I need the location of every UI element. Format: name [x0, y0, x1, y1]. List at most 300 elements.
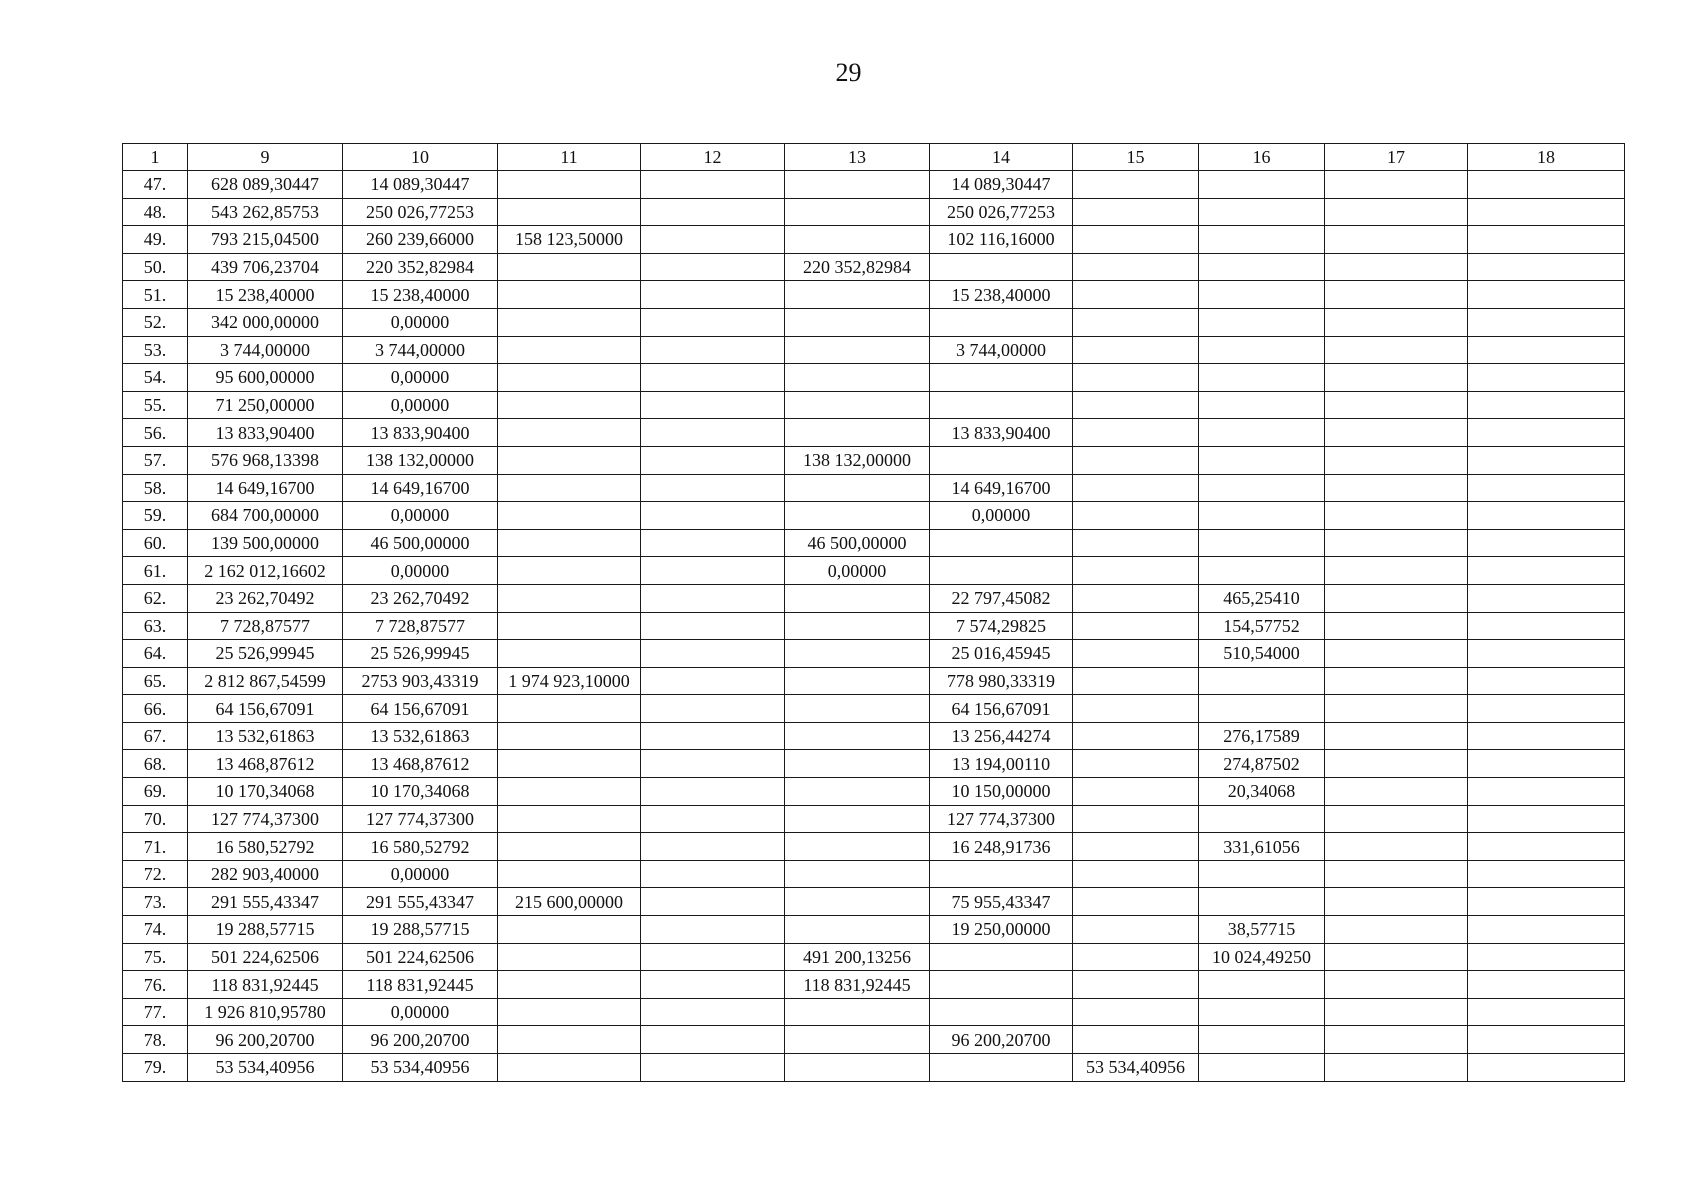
- row-number-cell: 74.: [123, 916, 188, 944]
- table-cell: 465,25410: [1199, 584, 1325, 612]
- table-cell: 118 831,92445: [343, 971, 498, 999]
- table-cell: [1199, 391, 1325, 419]
- table-cell: [1199, 529, 1325, 557]
- table-cell: [1073, 446, 1199, 474]
- table-cell: [498, 916, 641, 944]
- table-cell: [498, 253, 641, 281]
- table-cell: [1199, 695, 1325, 723]
- table-cell: [1073, 584, 1199, 612]
- table-cell: [1325, 364, 1468, 392]
- table-cell: 13 468,87612: [343, 750, 498, 778]
- table-cell: [1325, 391, 1468, 419]
- table-cell: [498, 308, 641, 336]
- table-cell: 127 774,37300: [343, 805, 498, 833]
- table-cell: [1199, 502, 1325, 530]
- table-cell: 138 132,00000: [785, 446, 930, 474]
- column-header: 12: [641, 144, 785, 171]
- table-cell: [1073, 695, 1199, 723]
- column-header: 17: [1325, 144, 1468, 171]
- column-header: 1: [123, 144, 188, 171]
- table-cell: 102 116,16000: [930, 226, 1073, 254]
- table-cell: [641, 226, 785, 254]
- table-cell: [1468, 750, 1625, 778]
- table-cell: [1325, 805, 1468, 833]
- table-cell: [1468, 805, 1625, 833]
- table-cell: [498, 971, 641, 999]
- table-cell: 7 728,87577: [188, 612, 343, 640]
- table-cell: [498, 336, 641, 364]
- table-cell: [785, 640, 930, 668]
- table-cell: [1325, 281, 1468, 309]
- table-cell: [1073, 502, 1199, 530]
- table-cell: 0,00000: [343, 308, 498, 336]
- table-cell: 14 089,30447: [930, 171, 1073, 199]
- table-cell: [785, 336, 930, 364]
- table-cell: [1468, 336, 1625, 364]
- table-row: [123, 888, 1625, 916]
- row-number-cell: 68.: [123, 750, 188, 778]
- table-cell: [930, 308, 1073, 336]
- table-cell: [1325, 888, 1468, 916]
- table-cell: [1073, 640, 1199, 668]
- table-cell: [1199, 1054, 1325, 1082]
- table-cell: [930, 557, 1073, 585]
- table-cell: 15 238,40000: [930, 281, 1073, 309]
- table-cell: [1199, 557, 1325, 585]
- table-cell: [498, 833, 641, 861]
- table-cell: 75 955,43347: [930, 888, 1073, 916]
- table-row: [123, 971, 1625, 999]
- table-cell: [498, 943, 641, 971]
- table-cell: [1468, 391, 1625, 419]
- table-cell: [1073, 750, 1199, 778]
- table-cell: 19 288,57715: [343, 916, 498, 944]
- table-cell: [930, 971, 1073, 999]
- table-cell: 501 224,62506: [343, 943, 498, 971]
- table-cell: [1325, 253, 1468, 281]
- table-cell: [1073, 998, 1199, 1026]
- table-cell: [1468, 695, 1625, 723]
- table-cell: 0,00000: [785, 557, 930, 585]
- row-number-cell: 77.: [123, 998, 188, 1026]
- row-number-cell: 56.: [123, 419, 188, 447]
- row-number-cell: 49.: [123, 226, 188, 254]
- table-cell: [1325, 171, 1468, 199]
- table-cell: [1199, 281, 1325, 309]
- table-cell: [1073, 722, 1199, 750]
- table-cell: 16 580,52792: [343, 833, 498, 861]
- row-number-cell: 52.: [123, 308, 188, 336]
- table-cell: [1468, 557, 1625, 585]
- table-cell: 274,87502: [1199, 750, 1325, 778]
- table-cell: [1468, 833, 1625, 861]
- table-cell: 158 123,50000: [498, 226, 641, 254]
- row-number-cell: 58.: [123, 474, 188, 502]
- table-cell: [641, 695, 785, 723]
- table-cell: [1325, 336, 1468, 364]
- table-cell: [1468, 226, 1625, 254]
- table-cell: [1325, 419, 1468, 447]
- table-cell: 53 534,40956: [343, 1054, 498, 1082]
- table-cell: [498, 557, 641, 585]
- table-cell: [1468, 612, 1625, 640]
- table-cell: [1073, 833, 1199, 861]
- table-cell: [498, 584, 641, 612]
- table-cell: 491 200,13256: [785, 943, 930, 971]
- row-number-cell: 57.: [123, 446, 188, 474]
- table-cell: [1199, 474, 1325, 502]
- table-cell: [1325, 640, 1468, 668]
- table-cell: 10 024,49250: [1199, 943, 1325, 971]
- table-cell: [641, 943, 785, 971]
- table-cell: [1325, 916, 1468, 944]
- table-cell: [498, 281, 641, 309]
- table-row: [123, 998, 1625, 1026]
- row-number-cell: 69.: [123, 778, 188, 806]
- table-cell: 2 162 012,16602: [188, 557, 343, 585]
- row-number-cell: 63.: [123, 612, 188, 640]
- table-cell: 0,00000: [343, 391, 498, 419]
- table-cell: 282 903,40000: [188, 860, 343, 888]
- table-cell: [641, 1054, 785, 1082]
- table-row: [123, 722, 1625, 750]
- table-cell: [498, 860, 641, 888]
- table-cell: 138 132,00000: [343, 446, 498, 474]
- table-cell: 19 288,57715: [188, 916, 343, 944]
- table-cell: [1199, 998, 1325, 1026]
- table-cell: [641, 281, 785, 309]
- table-cell: [1325, 502, 1468, 530]
- table-cell: 342 000,00000: [188, 308, 343, 336]
- table-cell: 331,61056: [1199, 833, 1325, 861]
- table-cell: 13 833,90400: [343, 419, 498, 447]
- table-cell: [1073, 253, 1199, 281]
- table-cell: 53 534,40956: [1073, 1054, 1199, 1082]
- table-cell: [1199, 805, 1325, 833]
- table-cell: [1199, 253, 1325, 281]
- header-row: [123, 144, 1625, 171]
- table-cell: [498, 612, 641, 640]
- table-cell: [785, 750, 930, 778]
- table-cell: [1073, 419, 1199, 447]
- table-cell: 38,57715: [1199, 916, 1325, 944]
- table-cell: [1325, 198, 1468, 226]
- table-cell: 684 700,00000: [188, 502, 343, 530]
- table-cell: [930, 1054, 1073, 1082]
- table-cell: [1199, 171, 1325, 199]
- table-cell: [1468, 888, 1625, 916]
- table-cell: [1468, 640, 1625, 668]
- table-row: [123, 612, 1625, 640]
- table-cell: [1468, 778, 1625, 806]
- table-cell: 15 238,40000: [343, 281, 498, 309]
- table-row: [123, 226, 1625, 254]
- table-cell: [641, 446, 785, 474]
- table-cell: [1073, 557, 1199, 585]
- table-row: [123, 778, 1625, 806]
- table-cell: [1073, 1026, 1199, 1054]
- table-cell: [1325, 998, 1468, 1026]
- table-cell: [498, 502, 641, 530]
- table-cell: 793 215,04500: [188, 226, 343, 254]
- table-cell: [785, 364, 930, 392]
- table-cell: [1325, 778, 1468, 806]
- table-cell: 220 352,82984: [785, 253, 930, 281]
- column-header: 9: [188, 144, 343, 171]
- table-cell: [1468, 916, 1625, 944]
- table-cell: 10 170,34068: [188, 778, 343, 806]
- table-cell: [641, 474, 785, 502]
- table-cell: 439 706,23704: [188, 253, 343, 281]
- table-cell: [641, 833, 785, 861]
- table-row: [123, 916, 1625, 944]
- table-row: [123, 336, 1625, 364]
- table-cell: [930, 998, 1073, 1026]
- table-cell: [785, 1054, 930, 1082]
- row-number-cell: 64.: [123, 640, 188, 668]
- table-cell: 23 262,70492: [188, 584, 343, 612]
- table-cell: [498, 1054, 641, 1082]
- table-cell: 0,00000: [343, 860, 498, 888]
- table-cell: [785, 502, 930, 530]
- table-cell: [1199, 971, 1325, 999]
- table-cell: 13 833,90400: [930, 419, 1073, 447]
- table-cell: 2 812 867,54599: [188, 667, 343, 695]
- table-cell: [1468, 419, 1625, 447]
- table-row: [123, 695, 1625, 723]
- table-cell: [1073, 888, 1199, 916]
- data-table: [122, 143, 1625, 1082]
- table-cell: 71 250,00000: [188, 391, 343, 419]
- page-number: [0, 58, 1697, 88]
- table-row: [123, 502, 1625, 530]
- table-cell: [1199, 860, 1325, 888]
- column-header: 14: [930, 144, 1073, 171]
- table-cell: 628 089,30447: [188, 171, 343, 199]
- table-cell: [1073, 667, 1199, 695]
- table-cell: [1073, 391, 1199, 419]
- table-cell: [641, 888, 785, 916]
- table-cell: [1325, 722, 1468, 750]
- table-cell: [1468, 943, 1625, 971]
- table-row: [123, 667, 1625, 695]
- table-cell: 250 026,77253: [343, 198, 498, 226]
- table-cell: 25 016,45945: [930, 640, 1073, 668]
- table-cell: [1325, 667, 1468, 695]
- table-cell: 118 831,92445: [188, 971, 343, 999]
- row-number-cell: 47.: [123, 171, 188, 199]
- table-row: [123, 446, 1625, 474]
- table-cell: 0,00000: [343, 502, 498, 530]
- table-cell: [1325, 750, 1468, 778]
- table-cell: [930, 860, 1073, 888]
- table-cell: 3 744,00000: [343, 336, 498, 364]
- table-cell: [930, 253, 1073, 281]
- table-cell: [641, 364, 785, 392]
- table-cell: [1468, 1054, 1625, 1082]
- table-cell: 25 526,99945: [343, 640, 498, 668]
- row-number-cell: 62.: [123, 584, 188, 612]
- table-cell: [1468, 971, 1625, 999]
- table-cell: 16 248,91736: [930, 833, 1073, 861]
- table-cell: 7 574,29825: [930, 612, 1073, 640]
- table-cell: [1199, 446, 1325, 474]
- table-cell: 1 974 923,10000: [498, 667, 641, 695]
- table-cell: [641, 529, 785, 557]
- table-cell: 13 532,61863: [188, 722, 343, 750]
- row-number-cell: 51.: [123, 281, 188, 309]
- table-cell: 0,00000: [343, 364, 498, 392]
- table-body: [123, 171, 1625, 1082]
- table-cell: [498, 391, 641, 419]
- table-cell: [785, 584, 930, 612]
- row-number-cell: 73.: [123, 888, 188, 916]
- table-cell: [1073, 198, 1199, 226]
- column-header: 18: [1468, 144, 1625, 171]
- table-row: [123, 419, 1625, 447]
- table-cell: 13 833,90400: [188, 419, 343, 447]
- table-cell: [498, 695, 641, 723]
- table-cell: [1073, 529, 1199, 557]
- table-cell: [785, 391, 930, 419]
- table-cell: [1325, 584, 1468, 612]
- table-cell: [1468, 308, 1625, 336]
- table-cell: [641, 778, 785, 806]
- table-cell: [641, 198, 785, 226]
- table-cell: 10 150,00000: [930, 778, 1073, 806]
- table-cell: 53 534,40956: [188, 1054, 343, 1082]
- table-cell: [1199, 888, 1325, 916]
- table-cell: [930, 446, 1073, 474]
- table-cell: [1073, 474, 1199, 502]
- table-row: [123, 171, 1625, 199]
- table-cell: 13 532,61863: [343, 722, 498, 750]
- table-cell: [498, 998, 641, 1026]
- table-cell: [785, 226, 930, 254]
- table-cell: [641, 557, 785, 585]
- table-cell: [1199, 336, 1325, 364]
- table-cell: [1073, 860, 1199, 888]
- table-cell: [641, 667, 785, 695]
- table-cell: [498, 364, 641, 392]
- row-number-cell: 76.: [123, 971, 188, 999]
- table-cell: [641, 502, 785, 530]
- table-cell: [1199, 419, 1325, 447]
- table-cell: [641, 612, 785, 640]
- table-cell: [1325, 446, 1468, 474]
- table-cell: [1468, 1026, 1625, 1054]
- table-cell: [1325, 1054, 1468, 1082]
- table-cell: [1073, 171, 1199, 199]
- table-cell: [498, 1026, 641, 1054]
- table-cell: [785, 916, 930, 944]
- table-cell: [1468, 667, 1625, 695]
- row-number-cell: 65.: [123, 667, 188, 695]
- table-cell: 543 262,85753: [188, 198, 343, 226]
- table-cell: 510,54000: [1199, 640, 1325, 668]
- table-cell: [641, 391, 785, 419]
- table-cell: 14 649,16700: [930, 474, 1073, 502]
- row-number-cell: 70.: [123, 805, 188, 833]
- table-cell: [785, 1026, 930, 1054]
- table-cell: 64 156,67091: [188, 695, 343, 723]
- table-cell: [785, 281, 930, 309]
- table-cell: [930, 529, 1073, 557]
- table-cell: [1325, 226, 1468, 254]
- table-cell: [785, 695, 930, 723]
- table-cell: [1325, 971, 1468, 999]
- column-header: 13: [785, 144, 930, 171]
- table-cell: [1468, 446, 1625, 474]
- table-row: [123, 364, 1625, 392]
- table-cell: [930, 364, 1073, 392]
- row-number-cell: 67.: [123, 722, 188, 750]
- table-cell: [1468, 860, 1625, 888]
- table-cell: [1073, 281, 1199, 309]
- table-header: [123, 144, 1625, 171]
- table-cell: [1468, 253, 1625, 281]
- table-cell: 14 649,16700: [188, 474, 343, 502]
- column-header: 10: [343, 144, 498, 171]
- table-cell: [641, 419, 785, 447]
- table-cell: [498, 474, 641, 502]
- table-cell: [641, 860, 785, 888]
- table-cell: 25 526,99945: [188, 640, 343, 668]
- table-cell: [1073, 226, 1199, 254]
- table-row: [123, 529, 1625, 557]
- table-row: [123, 1026, 1625, 1054]
- table-cell: [1468, 281, 1625, 309]
- table-cell: [785, 308, 930, 336]
- table-row: [123, 198, 1625, 226]
- table-cell: 16 580,52792: [188, 833, 343, 861]
- table-cell: [1199, 1026, 1325, 1054]
- table-cell: 118 831,92445: [785, 971, 930, 999]
- table-cell: 291 555,43347: [343, 888, 498, 916]
- table-cell: [785, 198, 930, 226]
- table-cell: 15 238,40000: [188, 281, 343, 309]
- table-cell: [498, 419, 641, 447]
- table-cell: [1468, 722, 1625, 750]
- table-cell: 0,00000: [343, 557, 498, 585]
- row-number-cell: 60.: [123, 529, 188, 557]
- table-cell: [1325, 833, 1468, 861]
- table-cell: 22 797,45082: [930, 584, 1073, 612]
- table-cell: 96 200,20700: [930, 1026, 1073, 1054]
- table-cell: [498, 198, 641, 226]
- table-cell: [1073, 308, 1199, 336]
- table-row: [123, 943, 1625, 971]
- table-cell: 13 468,87612: [188, 750, 343, 778]
- table-row: [123, 1054, 1625, 1082]
- table-cell: [1073, 336, 1199, 364]
- table-cell: [641, 640, 785, 668]
- table-cell: [498, 805, 641, 833]
- row-number-cell: 72.: [123, 860, 188, 888]
- table-cell: 276,17589: [1199, 722, 1325, 750]
- table-cell: 154,57752: [1199, 612, 1325, 640]
- table-cell: [641, 1026, 785, 1054]
- table-cell: [1325, 860, 1468, 888]
- table-cell: [498, 446, 641, 474]
- table-cell: 7 728,87577: [343, 612, 498, 640]
- table-cell: 139 500,00000: [188, 529, 343, 557]
- table-cell: [498, 529, 641, 557]
- table-cell: 576 968,13398: [188, 446, 343, 474]
- table-row: [123, 308, 1625, 336]
- table-row: [123, 584, 1625, 612]
- table-cell: [1468, 364, 1625, 392]
